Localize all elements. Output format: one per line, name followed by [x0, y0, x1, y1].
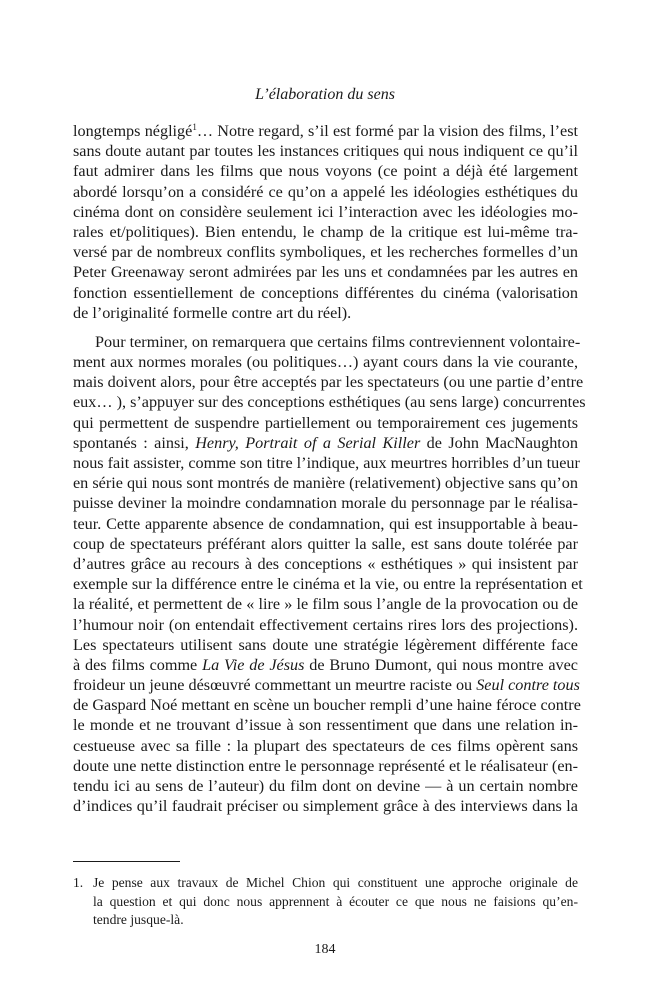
text-line	[73, 182, 578, 202]
text-line	[73, 534, 578, 554]
text-run: de Gaspard Noé mettant en scène un boucher rempli d’une haine féroce contre	[73, 696, 581, 715]
text-run: Pour terminer, on remarquera que certains films contreviennent volontaire-	[95, 332, 581, 351]
paragraph	[73, 121, 578, 323]
text-line	[73, 352, 578, 372]
text-line	[73, 141, 578, 161]
text-run: eux… ), s’appuyer sur des conceptions esthétiques (au sens large) concurrentes	[73, 393, 586, 412]
text-run: versé par de nombreux conflits symboliques, et les recherches formelles d’un	[73, 243, 578, 262]
text-run: tendu ici au sens de l’auteur) du film dont on devine — à un certain nombre	[73, 777, 578, 795]
text-line	[73, 736, 578, 756]
text-run: abordé lorsqu’on a considéré ce qu’on a appelé les idéologies esthétiques du	[73, 182, 578, 201]
text-run: ment aux normes morales (ou politiques…) ayant cours dans la vie courante,	[73, 353, 578, 372]
text-line	[73, 222, 578, 242]
paragraph-gap	[73, 323, 578, 332]
text-run: rales et/politiques). Bien entendu, le champ de la critique est lui-même tra-	[73, 222, 578, 241]
footnote-line: tendre jusque-là.	[93, 912, 184, 927]
footnote-line: la question et qui donc nous apprennent à écouter ce que nous ne faisions qu’en-	[93, 893, 578, 909]
text-line	[73, 413, 578, 433]
text-run: doute une nette distinction entre le personnage représenté et le réalisateur (en-	[73, 756, 578, 775]
text-run: … Notre regard, s’il est formé par la vision des films, l’est	[196, 122, 578, 140]
text-line	[73, 121, 578, 141]
text-line	[73, 594, 578, 614]
body-text	[73, 121, 586, 816]
text-line	[73, 372, 584, 392]
text-line	[73, 332, 581, 352]
text-run: nous fait assister, comme son titre l’indique, aux meurtres horribles d’un tueur	[73, 454, 580, 472]
italic-title: Henry, Portrait of a Serial Killer	[195, 433, 421, 452]
text-run: l’humour noir (on entendait effectivement certains rires lors des projections).	[73, 615, 578, 634]
text-run: mais doivent alors, pour être acceptés par les spectateurs (ou une partie d’entre	[73, 373, 584, 392]
text-run: coup de spectateurs préférant alors quitter la salle, est sans doute tolérée par	[73, 534, 578, 553]
page-number: 184	[314, 942, 336, 957]
text-line	[73, 756, 578, 776]
paragraph	[73, 332, 586, 817]
text-line	[73, 242, 578, 262]
text-run: cestueuse avec sa fille : la plupart des spectateurs de ces films opèrent sans	[73, 736, 578, 755]
text-run: froideur un jeune désœuvré commettant un meurtre raciste ou	[73, 676, 477, 695]
text-run: exemple sur la différence entre le cinéma et la vie, ou entre la représentation et	[73, 575, 583, 594]
footnote-number: 1.	[73, 875, 84, 890]
text-line	[73, 283, 578, 303]
footnote-rule	[73, 861, 180, 862]
text-run: Peter Greenaway seront admirées par les uns et condamnées par les autres en	[73, 263, 578, 282]
footnote-line	[73, 874, 578, 893]
text-run: fonction essentiellement de conceptions différentes du cinéma (valorisation	[73, 283, 578, 302]
text-run: d’autres grâce au recours à des conceptions « esthétiques » qui insistent par	[73, 554, 578, 573]
text-run: en série qui nous sont montrés de manière (relativement) objective sans qu’on	[73, 474, 578, 493]
text-line	[73, 776, 578, 796]
text-line	[73, 796, 578, 816]
text-run: teur. Cette apparente absence de condamnation, qui est insupportable à beau-	[73, 514, 578, 533]
text-run: cinéma dont on considère seulement ici l’interaction avec les idéologies mo-	[73, 202, 578, 221]
text-line	[73, 695, 581, 715]
text-line	[73, 514, 578, 534]
text-line	[73, 655, 578, 675]
running-header: L’élaboration du sens	[255, 86, 395, 103]
text-run: de l’originalité formelle contre art du réel).	[73, 303, 352, 322]
text-run: sans doute autant par toutes les instances critiques qui nous indiquent ce qu’il	[73, 142, 578, 161]
text-line	[73, 493, 578, 513]
text-run: à des films comme	[73, 655, 203, 674]
text-line	[73, 615, 578, 635]
text-line	[73, 161, 578, 181]
text-run: le monde et ne trouvant d’issue à son ressentiment que dans une relation in-	[73, 716, 578, 735]
text-run: de Bruno Dumont, qui nous montre avec	[304, 655, 578, 674]
text-line	[73, 473, 578, 493]
text-run: d’indices qu’il faudrait préciser ou simplement grâce à des interviews dans la	[73, 797, 578, 816]
text-line	[73, 675, 578, 695]
italic-title: La Vie de Jésus	[202, 655, 305, 674]
footnote-reference: 1	[192, 122, 197, 132]
text-line	[73, 453, 578, 473]
footnote	[73, 874, 578, 930]
text-run: faut admirer dans les films que nous voyons (ce point a déjà été largement	[73, 162, 578, 181]
text-run: Les spectateurs utilisent sans doute une stratégie légèrement différente face	[73, 635, 578, 654]
text-line	[73, 262, 578, 282]
text-run: qui permettent de suspendre partiellement ou temporairement ces jugements	[73, 413, 578, 432]
text-line	[73, 392, 586, 412]
italic-title: Seul contre tous	[476, 676, 580, 695]
text-run: de John MacNaughton	[420, 433, 578, 452]
text-run: spontanés : ainsi,	[73, 433, 196, 452]
text-run: longtemps négligé	[73, 122, 193, 140]
footnote-text: Je pense aux travaux de Michel Chion qui constituent une approche originale de	[93, 875, 578, 890]
text-line	[73, 715, 578, 735]
text-run: la réalité, et permettent de « lire » le film sous l’angle de la provocation ou de	[73, 595, 578, 614]
text-line	[73, 303, 578, 323]
text-line	[73, 202, 578, 222]
text-run: puisse deviner la moindre condamnation morale du personnage par le réalisa-	[73, 494, 578, 513]
text-line	[73, 574, 583, 594]
text-line	[73, 554, 578, 574]
text-line	[73, 433, 578, 453]
text-line	[73, 635, 578, 655]
